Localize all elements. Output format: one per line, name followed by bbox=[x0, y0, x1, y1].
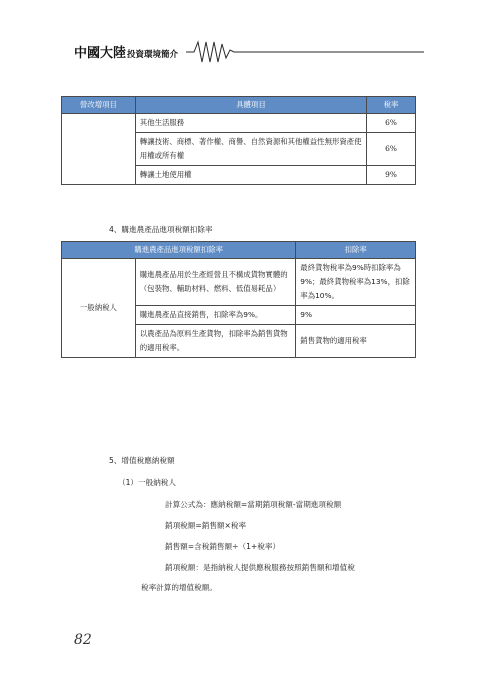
table-row bbox=[62, 114, 416, 133]
formula-line: 銷售額=含稅銷售額÷（1+稅率） bbox=[165, 542, 281, 551]
rate-cell: 9% bbox=[296, 306, 416, 325]
rate-cell: 9% bbox=[367, 166, 416, 185]
table-header-row bbox=[62, 242, 416, 259]
column-header: 購進農產品進項稅額扣除率 bbox=[62, 242, 296, 259]
vat-reform-rate-table bbox=[61, 96, 416, 185]
formula-line: 計算公式為：應納稅額=當期銷項稅額-當期進項稅額 bbox=[165, 500, 342, 509]
item-cell: 轉讓技術、商標、著作權、商譽、自然資源和其他權益性無形資產使用權或所有權 bbox=[135, 133, 366, 166]
item-cell: 購進農產品直接銷售，扣除率為9%。 bbox=[135, 306, 296, 325]
column-header: 稅率 bbox=[367, 97, 416, 114]
note-line: 銷項稅額：是指納稅人提供應稅服務按照銷售額和增值稅 bbox=[165, 563, 355, 572]
page-number: 82 bbox=[74, 632, 92, 648]
page-header bbox=[74, 36, 424, 66]
item-cell: 其他生活服務 bbox=[135, 114, 366, 133]
header-title-main: 中國大陸 bbox=[74, 46, 127, 61]
category-cell bbox=[62, 114, 136, 185]
table-header-row bbox=[62, 97, 416, 114]
rate-cell: 6% bbox=[367, 133, 416, 166]
taxpayer-type-cell: 一般納稅人 bbox=[62, 259, 136, 358]
header-title-sub: 投資環境簡介 bbox=[127, 50, 179, 60]
subsection-heading: （1）一般納稅人 bbox=[118, 478, 176, 487]
formula-line: 銷項稅額=銷售額×稅率 bbox=[165, 521, 247, 530]
item-cell: 購進農產品用於生產經營且不構成貨物實體的（包裝物、輔助材料、燃料、低值易耗品） bbox=[135, 259, 296, 306]
item-cell: 以農產品為原料生產貨物，扣除率為銷售貨物的適用稅率。 bbox=[135, 325, 296, 358]
column-header: 營改增項目 bbox=[62, 97, 136, 114]
section-5-heading: 5、增值稅應納稅額 bbox=[109, 456, 175, 465]
rate-cell: 銷售貨物的適用稅率 bbox=[296, 325, 416, 358]
rate-cell: 6% bbox=[367, 114, 416, 133]
header-title bbox=[74, 42, 178, 61]
section-4-heading: 4、購進農產品進項稅額扣除率 bbox=[109, 225, 213, 234]
item-cell: 轉讓土地使用權 bbox=[135, 166, 366, 185]
note-line: 稅率計算的增值稅額。 bbox=[141, 583, 217, 592]
header-heartbeat-line bbox=[186, 36, 424, 66]
agri-deduction-rate-table bbox=[61, 241, 416, 358]
rate-cell: 最終貨物稅率為9%時扣除率為9%；最終貨物稅率為13%，扣除率為10%。 bbox=[296, 259, 416, 306]
column-header: 具體項目 bbox=[135, 97, 366, 114]
column-header: 扣除率 bbox=[296, 242, 416, 259]
table-row bbox=[62, 259, 416, 306]
